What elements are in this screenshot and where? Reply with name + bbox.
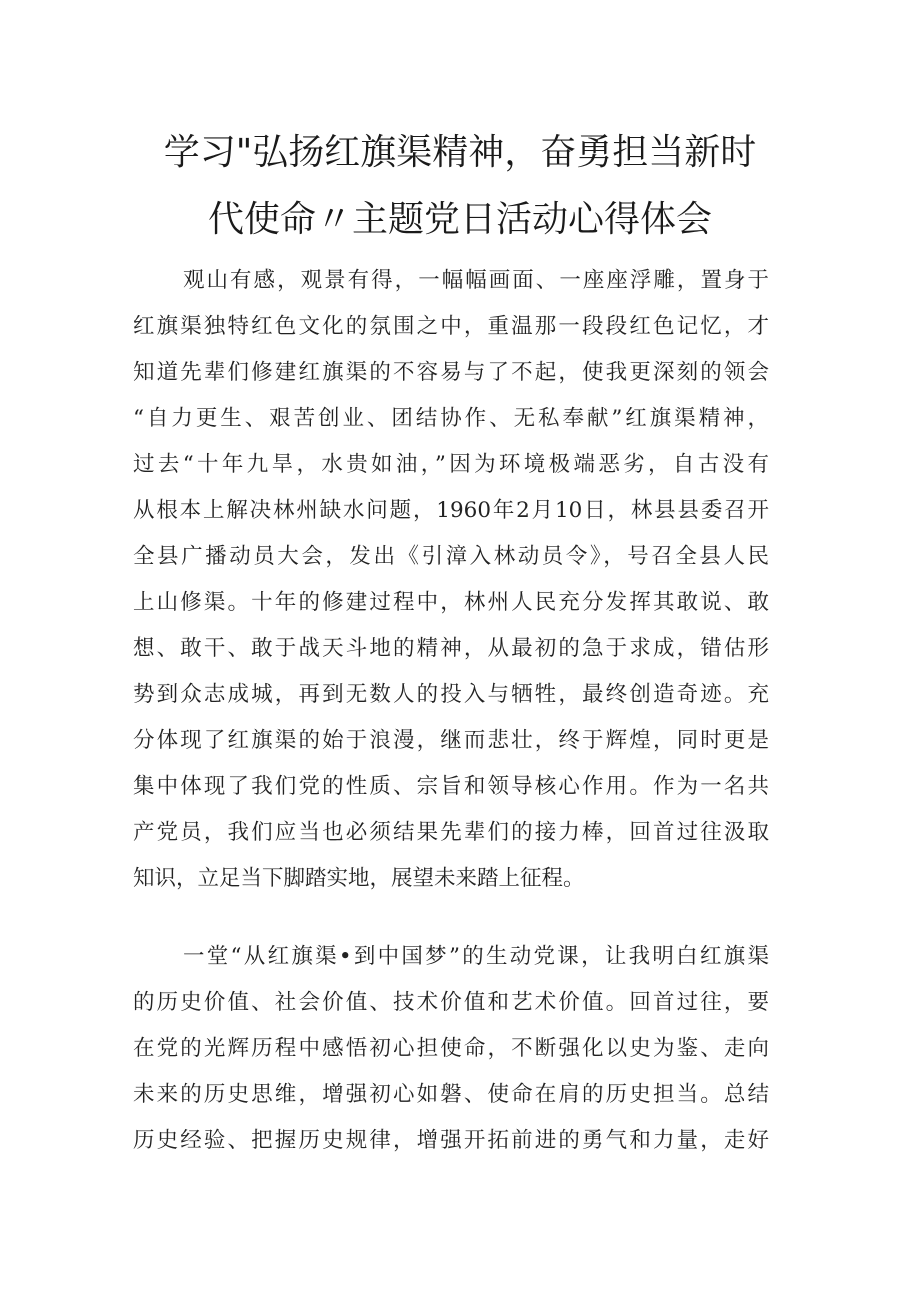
paragraph-line: 想、敢干、敢于战天斗地的精神，从最初的急于求成，错估形 <box>133 636 769 661</box>
paragraph-line: 知识，立足当下脚踏实地，展望未来踏上征程。 <box>133 866 585 891</box>
paragraph-line: “自力更生、艰苦创业、团结协作、无私奉献”红旗渠精神， <box>133 406 769 431</box>
paragraph-line: 上山修渠。十年的修建过程中，林州人民充分发挥其敢说、敢 <box>133 590 769 615</box>
paragraph-line: 的历史价值、社会价值、技术价值和艺术价值。回首过往，要 <box>133 990 769 1015</box>
paragraph-line: 产党员，我们应当也必须结果先辈们的接力棒，回首过往汲取 <box>133 820 769 845</box>
paragraph-line: 历史经验、把握历史规律，增强开拓前进的勇气和力量，走好 <box>133 1128 769 1153</box>
document-title-line-1: 学习"弘扬红旗渠精神，奋勇担当新时 <box>163 132 757 173</box>
paragraph-line: 从根本上解决林州缺水问题，1960年2月10日，林县县委召开 <box>133 498 769 523</box>
paragraph-line: 全县广播动员大会，发出《引漳入林动员令》，号召全县人民 <box>133 544 769 569</box>
paragraph-line: 未来的历史思维，增强初心如磐、使命在肩的历史担当。总结 <box>133 1082 769 1107</box>
paragraph-line: 一堂“从红旗渠•到中国梦”的生动党课，让我明白红旗渠 <box>183 944 769 969</box>
paragraph-line: 在党的光辉历程中感悟初心担使命，不断强化以史为鉴、走向 <box>133 1036 769 1061</box>
paragraph-line: 红旗渠独特红色文化的氛围之中，重温那一段段红色记忆，才 <box>133 314 769 339</box>
document-title-line-2: 代使命〃主题党日活动心得体会 <box>207 199 712 240</box>
paragraph-line: 势到众志成城，再到无数人的投入与牺牲，最终创造奇迹。充 <box>133 682 769 707</box>
paragraph-line: 过去“十年九旱，水贵如油，”因为环境极端恶劣，自古没有 <box>133 452 769 477</box>
paragraph-line: 知道先辈们修建红旗渠的不容易与了不起，使我更深刻的领会 <box>133 360 769 385</box>
paragraph-line: 分体现了红旗渠的始于浪漫，继而悲壮，终于辉煌，同时更是 <box>133 728 769 753</box>
paragraph-line: 观山有感，观景有得，一幅幅画面、一座座浮雕，置身于 <box>183 268 769 293</box>
paragraph-line: 集中体现了我们党的性质、宗旨和领导核心作用。作为一名共 <box>133 774 769 799</box>
